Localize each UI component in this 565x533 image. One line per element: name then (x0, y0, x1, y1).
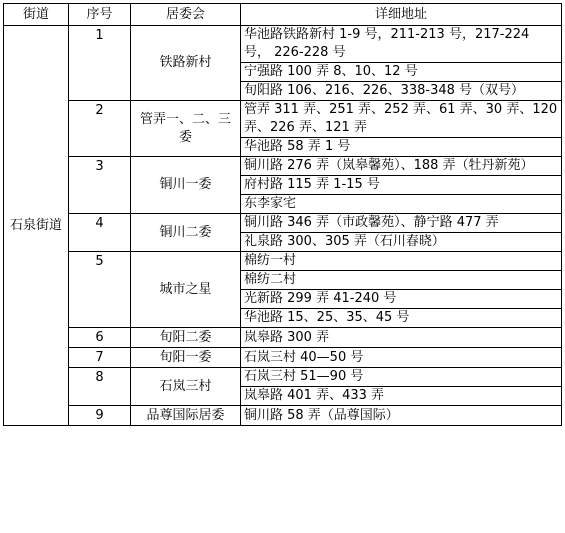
street-name-cell: 石泉街道 (4, 26, 69, 426)
address-cell: 铜川路 276 弄（岚皋馨苑）、188 弄（牡丹新苑） (241, 157, 562, 176)
table-row (4, 252, 562, 271)
seq-cell: 6 (69, 328, 131, 348)
seq-cell: 9 (69, 406, 131, 426)
header-committee: 居委会 (131, 4, 241, 26)
address-cell: 礼泉路 300、305 弄（石川春晓） (241, 233, 562, 252)
table-row (4, 328, 562, 348)
address-cell: 华池路 58 弄 1 号 (241, 138, 562, 157)
seq-cell: 2 (69, 101, 131, 157)
address-cell: 东李家宅 (241, 195, 562, 214)
committee-cell: 铜川一委 (131, 157, 241, 214)
header-seq: 序号 (69, 4, 131, 26)
address-cell: 石岚三村 51—90 号 (241, 368, 562, 387)
table-row (4, 26, 562, 63)
seq-cell: 3 (69, 157, 131, 214)
address-cell: 府村路 115 弄 1-15 号 (241, 176, 562, 195)
committee-cell: 铁路新村 (131, 26, 241, 101)
seq-cell: 7 (69, 348, 131, 368)
table-row (4, 348, 562, 368)
address-cell: 管弄 311 弄、251 弄、252 弄、61 弄、30 弄、120 弄、226 弄、121 弄 (241, 101, 562, 138)
address-cell: 石岚三村 40—50 号 (241, 348, 562, 368)
address-cell: 华池路 15、25、35、45 号 (241, 309, 562, 328)
seq-cell: 5 (69, 252, 131, 328)
table-row (4, 406, 562, 426)
table-row (4, 214, 562, 233)
header-address: 详细地址 (241, 4, 562, 26)
address-cell: 棉纺二村 (241, 271, 562, 290)
committee-cell: 石岚三村 (131, 368, 241, 406)
header-row (4, 4, 562, 26)
header-street: 街道 (4, 4, 69, 26)
address-cell: 宁强路 100 弄 8、10、12 号 (241, 63, 562, 82)
address-cell: 华池路铁路新村 1-9 号，211-213 号，217-224 号， 226-228 号 (241, 26, 562, 63)
committee-cell: 旬阳二委 (131, 328, 241, 348)
address-cell: 棉纺一村 (241, 252, 562, 271)
committee-cell: 铜川二委 (131, 214, 241, 252)
address-cell: 铜川路 58 弄（品尊国际） (241, 406, 562, 426)
table-row (4, 101, 562, 138)
committee-cell: 品尊国际居委 (131, 406, 241, 426)
committee-cell: 旬阳一委 (131, 348, 241, 368)
address-cell: 岚皋路 300 弄 (241, 328, 562, 348)
address-cell: 旬阳路 106、216、226、338-348 号（双号） (241, 82, 562, 101)
seq-cell: 4 (69, 214, 131, 252)
committee-cell: 管弄一、二、三委 (131, 101, 241, 157)
seq-cell: 1 (69, 26, 131, 101)
address-table (3, 3, 562, 426)
table-row (4, 157, 562, 176)
table-row (4, 368, 562, 387)
address-cell: 岚皋路 401 弄、433 弄 (241, 387, 562, 406)
address-cell: 铜川路 346 弄（市政馨苑）、静宁路 477 弄 (241, 214, 562, 233)
address-cell: 光新路 299 弄 41-240 号 (241, 290, 562, 309)
seq-cell: 8 (69, 368, 131, 406)
committee-cell: 城市之星 (131, 252, 241, 328)
